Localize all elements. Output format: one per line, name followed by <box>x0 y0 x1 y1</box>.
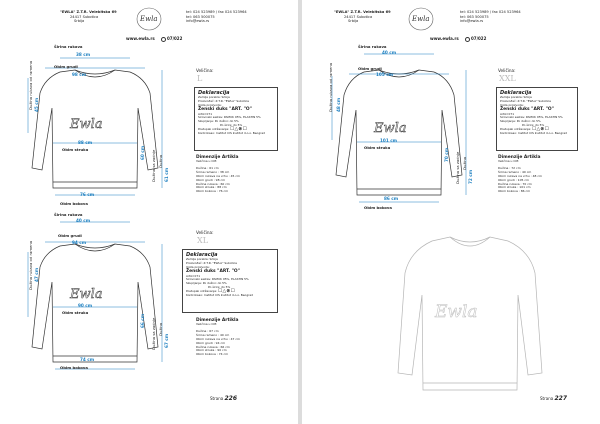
svg-text:Ewla: Ewla <box>70 117 103 132</box>
declaration-box-l: Deklaracija Zemlja porekla: Srbija Proizvođač: Z.T.R. "EWLA" Subotica Vrsta proizvoda: Ženski duks "ART. "O" Artikl 071 Sirovinski sastav: PAMUK 95%, ELASTIN 5% Skupljanje: Po dužini: do 5% Po širini: do 5% Postupak održavanja: ☐△⊗☐ Kontrolisao: Institut CIS Institut d.o.o. Beograd <box>194 87 278 151</box>
svg-text:Ewla: Ewla <box>374 121 407 136</box>
value-waist-3: 101 cm <box>380 138 398 143</box>
label-chest: Obim grudi <box>54 64 78 69</box>
value-sleeve-width: 38 cm <box>76 52 91 57</box>
company-logo <box>136 7 162 31</box>
label-length-3: Dužina <box>462 156 467 170</box>
value-length-2: 67 cm <box>164 333 169 348</box>
label-hips: Obim bokova <box>60 201 88 206</box>
value-length-3: 72 cm <box>468 169 473 184</box>
label-sleeve-width-2: Širina rukava <box>54 212 83 217</box>
label-shoulder-2: Dužina rukava od ramena <box>28 240 33 290</box>
value-hips-2: 74 cm <box>80 357 95 362</box>
label-hips-2: Obim bokova <box>60 365 88 370</box>
value-shoulder-3: 48 cm <box>336 97 341 112</box>
label-length-2: Dužina <box>158 322 163 336</box>
svg-text:Ewla: Ewla <box>412 15 430 23</box>
size-value: L <box>197 74 203 83</box>
company-address: "EWLA" Z.T.R. Velebitska 69 24417 Subotica Srbija <box>60 10 117 24</box>
search-icon <box>465 37 470 42</box>
label-sleeve-width-3: Širina rukava <box>358 44 387 49</box>
company-contact-r: tel: 024 523989 / fax 024 523964 tel: 063 500075 info@ewla.rs <box>460 10 521 24</box>
company-logo-r <box>408 7 434 31</box>
dimensions-xl: Dimenzije Artikla Veličina u CM: Dužina : 67 cm Širina rameno : 40 cm Obim rukava na vrhu : 47 cm Obim grudi : 94 cm Dužina rukava : 66 cm Obim struka : 90 cm Obim bokova : 74 cm <box>196 318 240 357</box>
value-waist: 88 cm <box>78 140 93 145</box>
dimensions-l: Dimenzije Artikla Veličina u CM: Dužina : 61 cm Širina rameno : 38 cm Obim rukava na vrhu : 45 cm Obim grudi : 98 cm Dužina rukava : 60 cm Obim struka : 88 cm Obim bokova : 76 cm <box>196 155 240 194</box>
label-length-back-2: Dužina sa zadnje <box>151 317 156 350</box>
value-shoulder: 45 cm <box>34 97 39 112</box>
website-r[interactable]: www.ewla.rs <box>430 36 459 41</box>
label-length-back: Dužina sa zadnje <box>151 149 156 182</box>
label-waist-2: Obim struka <box>62 310 89 315</box>
value-shoulder-2: 47 cm <box>34 267 39 282</box>
left-page <box>0 0 298 424</box>
label-sleeve-width: Širina rukava <box>54 44 83 49</box>
size-label-3: Veličina: <box>498 68 516 73</box>
sweater-outline-large <box>390 225 550 395</box>
company-contact: tel: 024 523989 / fax 024 523964 tel: 063 500075 info@ewla.rs <box>186 10 247 24</box>
label-length: Dužina <box>158 154 163 168</box>
value-length-back-2: 66 cm <box>140 313 145 328</box>
page-number-left: Strana 226 <box>210 395 238 402</box>
sweater-drawing-l <box>20 48 170 198</box>
label-chest-3: Obim grudi <box>358 66 382 71</box>
size-value-3: XXL <box>499 74 516 83</box>
dimensions-xxl: Dimenzije Artikla Veličina u CM: Dužina : 72 cm Širina rameno : 40 cm Obim rukava na vrhu : 48 cm Obim grudi : 105 cm Dužina rukava : 70 cm Obim struka : 101 cm Obim bokova : 86 cm <box>498 155 542 194</box>
svg-text:Ewla: Ewla <box>435 302 478 322</box>
declaration-box-xxl: Deklaracija Zemlja porekla: Srbija Proizvođač: Z.T.R. "EWLA" Subotica Vrsta proizvoda: Ženski duks "ART. "O" Artikl 071 Sirovinski sastav: PAMUK 95%, ELASTIN 5% Skupljanje: Po dužini: do 5% Po širini: do 5% Postupak održavanja: ☐△⊗☐ Kontrolisao: Institut CIS Institut d.o.o. Beograd <box>496 87 578 151</box>
right-page <box>302 0 600 424</box>
label-shoulder: Dužina rukava od ramena <box>28 60 33 110</box>
size-label-2: Veličina: <box>196 230 214 235</box>
label-waist: Obim struka <box>62 147 89 152</box>
company-address-r: "EWLA" Z.T.R. Velebitska 69 24417 Subotica Srbija <box>334 10 391 24</box>
value-sleeve-width-2: 40 cm <box>76 218 91 223</box>
label-shoulder-3: Dužina rukava od ramena <box>328 62 333 112</box>
sweater-drawing-xl <box>20 222 170 372</box>
value-hips: 76 cm <box>80 192 95 197</box>
size-value-2: XL <box>197 236 209 245</box>
sweater-drawing-xxl <box>324 50 474 210</box>
value-chest-3: 105 cm <box>376 72 394 77</box>
svg-text:Ewla: Ewla <box>140 15 158 23</box>
catalog-code-r: 07/022 <box>465 36 486 42</box>
page-number-right: Strana 227 <box>540 395 568 402</box>
catalog-code: 07/022 <box>161 36 182 42</box>
label-waist-3: Obim struka <box>364 145 391 150</box>
value-chest: 98 cm <box>72 72 87 77</box>
label-chest-2: Obim grudi <box>58 233 82 238</box>
value-chest-2: 94 cm <box>72 240 87 245</box>
search-icon <box>161 37 166 42</box>
svg-text:Ewla: Ewla <box>70 287 103 302</box>
size-label: Veličina: <box>196 68 214 73</box>
value-sleeve-width-3: 40 cm <box>382 50 397 55</box>
value-length-back-3: 70 cm <box>444 147 449 162</box>
value-length: 61 cm <box>164 167 169 182</box>
website[interactable]: www.ewla.rs <box>126 36 155 41</box>
label-hips-3: Obim bokova <box>364 205 392 210</box>
value-hips-3: 86 cm <box>384 196 399 201</box>
declaration-box-xl: Deklaracija Zemlja porekla: Srbija Proizvođač: Z.T.R. "EWLA" Subotica Vrsta proizvoda: Ženski duks "ART. "O" Artikl 071 Sirovinski sastav: PAMUK 95%, ELASTIN 5% Skupljanje: Po dužini: do 5% Po širini: do 5% Postupak održavanja: ☐△⊗☐ Kontrolisao: Institut CIS Institut d.o.o. Beograd <box>182 249 278 313</box>
label-length-back-3: Dužina sa zadnje <box>455 151 460 184</box>
value-waist-2: 90 cm <box>78 303 93 308</box>
value-length-back: 60 cm <box>140 145 145 160</box>
